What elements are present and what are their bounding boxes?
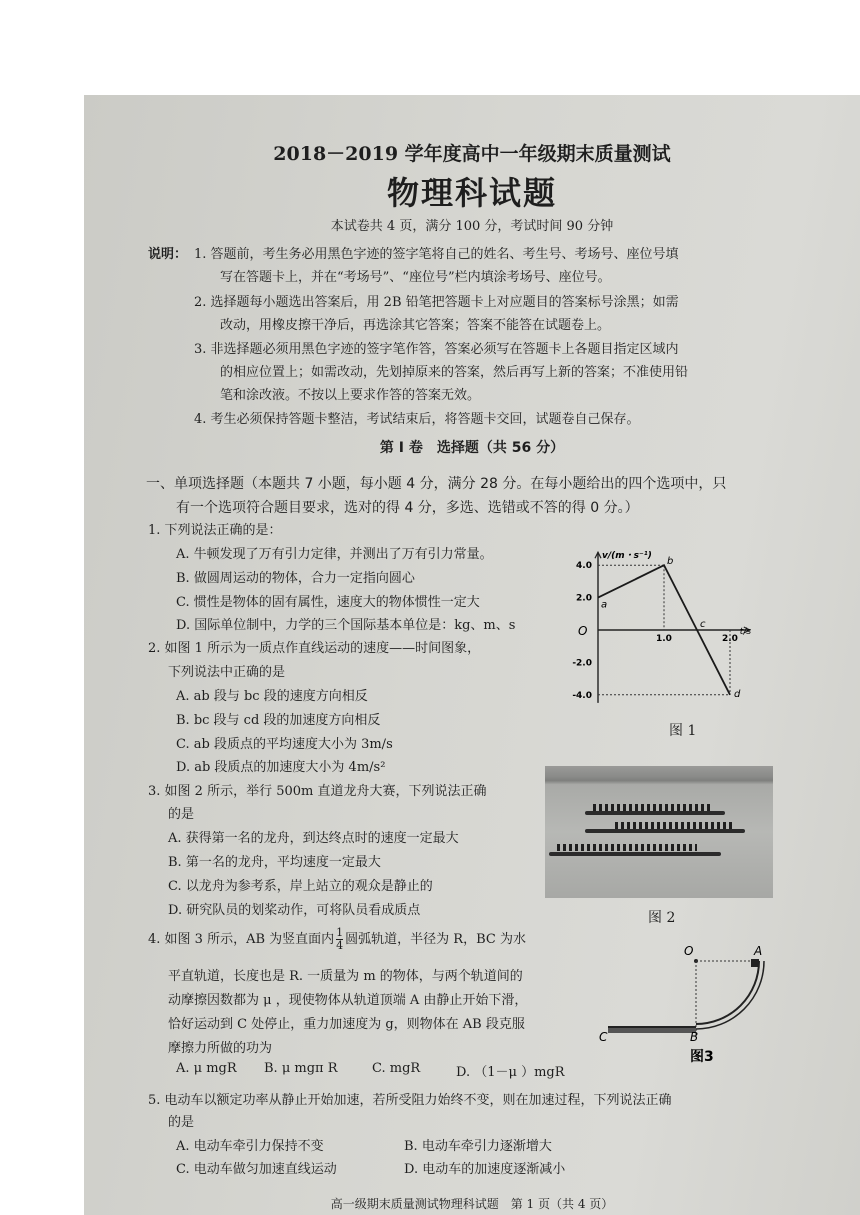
note-line: 1. 答题前，考生务必用黑色字迹的签字笔将自己的姓名、考生号、考场号、座位号填	[194, 247, 679, 262]
q2-option-c: C. ab 段质点的平均速度大小为 3m/s	[176, 737, 393, 752]
figure2-caption: 图 2	[648, 910, 676, 926]
dragon-boat-photo	[545, 766, 773, 898]
ground-hatching	[608, 1028, 696, 1033]
note-line: 4. 考生必须保持答题卡整洁，考试结束后，将答题卡交回，试题卷自己保存。	[194, 412, 640, 427]
label-c: C	[599, 1030, 608, 1044]
section-instructions: 一、单项选择题（本题共 7 小题，每小题 4 分，满分 28 分。在每小题给出的四个选项中，只	[146, 476, 727, 492]
q4-stem: 平直轨道，长度也是 R. 一质量为 m 的物体，与两个轨道间的	[168, 969, 523, 984]
q1-option-d: D. 国际单位制中，力学的三个国际基本单位是：kg、m、s	[176, 618, 516, 633]
figure1-caption: 图 1	[669, 723, 697, 739]
q2-option-b: B. bc 段与 cd 段的加速度方向相反	[176, 713, 381, 728]
note-line: 笔和涂改液。不按以上要求作答的答案无效。	[220, 388, 481, 403]
q4-stem	[148, 927, 526, 953]
q2-option-d: D. ab 段质点的加速度大小为 4m/s²	[176, 760, 386, 775]
q4-option-c: C. mgR	[372, 1061, 421, 1076]
q3-stem: 的是	[168, 807, 195, 822]
q2-stem: 下列说法中正确的是	[168, 665, 286, 680]
section-instructions: 有一个选项符合题目要求，选对的得 4 分，多选、选错或不答的得 0 分。）	[176, 500, 639, 516]
exam-title: 物理科试题	[386, 174, 557, 212]
q4-option-d: D. （1－μ ）mgR	[456, 1065, 565, 1080]
q3-option-d: D. 研究队员的划桨动作，可将队员看成质点	[168, 903, 421, 918]
exam-paper	[84, 95, 860, 1215]
q1-option-a: A. 牛顿发现了万有引力定律，并测出了万有引力常量。	[176, 547, 493, 562]
vt-graph	[564, 542, 779, 715]
q4-stem: 恰好运动到 C 处停止，重力加速度为 g，则物体在 AB 段克服	[168, 1017, 525, 1032]
part-title: 第 Ⅰ 卷 选择题（共 56 分）	[379, 440, 565, 456]
q5-stem: 的是	[168, 1115, 195, 1130]
page-footer: 高一级期末质量测试物理科试题 第 1 页（共 4 页）	[330, 1197, 614, 1211]
notes-label: 说明：	[148, 247, 188, 262]
figure3-caption: 图3	[690, 1049, 714, 1063]
q1-option-b: B. 做圆周运动的物体，合力一定指向圆心	[176, 571, 415, 586]
q3-option-a: A. 获得第一名的龙舟，到达终点时的速度一定最大	[168, 831, 459, 846]
y-tick-label: 4.0	[576, 561, 592, 572]
label-a: A	[754, 944, 763, 958]
y-tick-label: -4.0	[572, 690, 592, 701]
q5-option-d: D. 电动车的加速度逐渐减小	[404, 1162, 566, 1177]
q4-stem: 动摩擦因数都为 μ ，现使物体从轨道顶端 A 由静止开始下滑，	[168, 993, 528, 1008]
y-tick-label: 2.0	[576, 593, 592, 604]
label-o: O	[684, 944, 694, 958]
q1-stem: 1. 下列说法正确的是：	[148, 523, 282, 538]
block-a	[751, 959, 759, 967]
q2-stem: 2. 如图 1 所示为一质点作直线运动的速度——时间图象，	[148, 641, 481, 656]
note-line: 3. 非选择题必须用黑色字迹的签字笔作答，答案必须写在答题卡上各题目指定区域内	[194, 342, 679, 357]
x-axis-label: t/s	[739, 627, 752, 637]
point-label-a: a	[601, 599, 608, 611]
q4-stem: 摩擦力所做的功为	[168, 1041, 273, 1056]
q2-option-a: A. ab 段与 bc 段的速度方向相反	[176, 689, 368, 704]
x-tick-label: 1.0	[656, 634, 672, 644]
point-label-c: c	[700, 619, 706, 630]
quarter-fraction: $\frac{1}{4}$	[336, 926, 344, 952]
label-b: B	[690, 1030, 699, 1044]
note-line: 改动，用橡皮擦干净后，再选涂其它答案；答案不能答在试题卷上。	[220, 318, 611, 333]
q4-option-a: A. μ mgR	[176, 1061, 237, 1076]
q5-stem: 5. 电动车以额定功率从静止开始加速，若所受阻力始终不变，则在加速过程，下列说法正确	[148, 1093, 672, 1108]
point-label-b: b	[667, 556, 674, 568]
q4-option-b: B. μ mgπ R	[264, 1061, 338, 1076]
x-tick-label: 2.0	[722, 634, 738, 644]
point-label-d: d	[734, 688, 741, 700]
q3-stem: 3. 如图 2 所示，举行 500m 直道龙舟大赛，下列说法正确	[148, 784, 487, 799]
arc-track	[696, 961, 759, 1024]
q4-stem-part: 圆弧轨道，半径为 R，BC 为水	[345, 932, 526, 947]
q3-option-b: B. 第一名的龙舟，平均速度一定最大	[168, 855, 381, 870]
q4-stem-part: 4. 如图 3 所示，AB 为竖直面内	[148, 932, 335, 947]
track-diagram	[598, 943, 778, 1063]
q5-option-c: C. 电动车做匀加速直线运动	[176, 1162, 337, 1177]
y-axis-label: v/(m・s⁻¹)	[602, 551, 652, 562]
exam-header: 2018－2019 学年度高中一年级期末质量测试	[273, 143, 671, 165]
q1-option-c: C. 惯性是物体的固有属性，速度大的物体惯性一定大	[176, 595, 480, 610]
exam-info: 本试卷共 4 页，满分 100 分，考试时间 90 分钟	[330, 219, 614, 234]
note-line: 写在答题卡上，并在“考场号”、“座位号”栏内填涂考场号、座位号。	[220, 270, 611, 285]
note-line: 2. 选择题每小题选出答案后，用 2B 铅笔把答题卡上对应题目的答案标号涂黑；如需	[194, 295, 679, 310]
origin-label: O	[578, 624, 588, 638]
arc-track-outer	[696, 961, 764, 1029]
note-line: 的相应位置上；如需改动，先划掉原来的答案，然后再写上新的答案；不准使用铅	[220, 365, 689, 380]
y-tick-label: -2.0	[572, 658, 592, 669]
q5-option-a: A. 电动车牵引力保持不变	[176, 1139, 324, 1154]
q3-option-c: C. 以龙舟为参考系，岸上站立的观众是静止的	[168, 879, 433, 894]
q5-option-b: B. 电动车牵引力逐渐增大	[404, 1139, 552, 1154]
